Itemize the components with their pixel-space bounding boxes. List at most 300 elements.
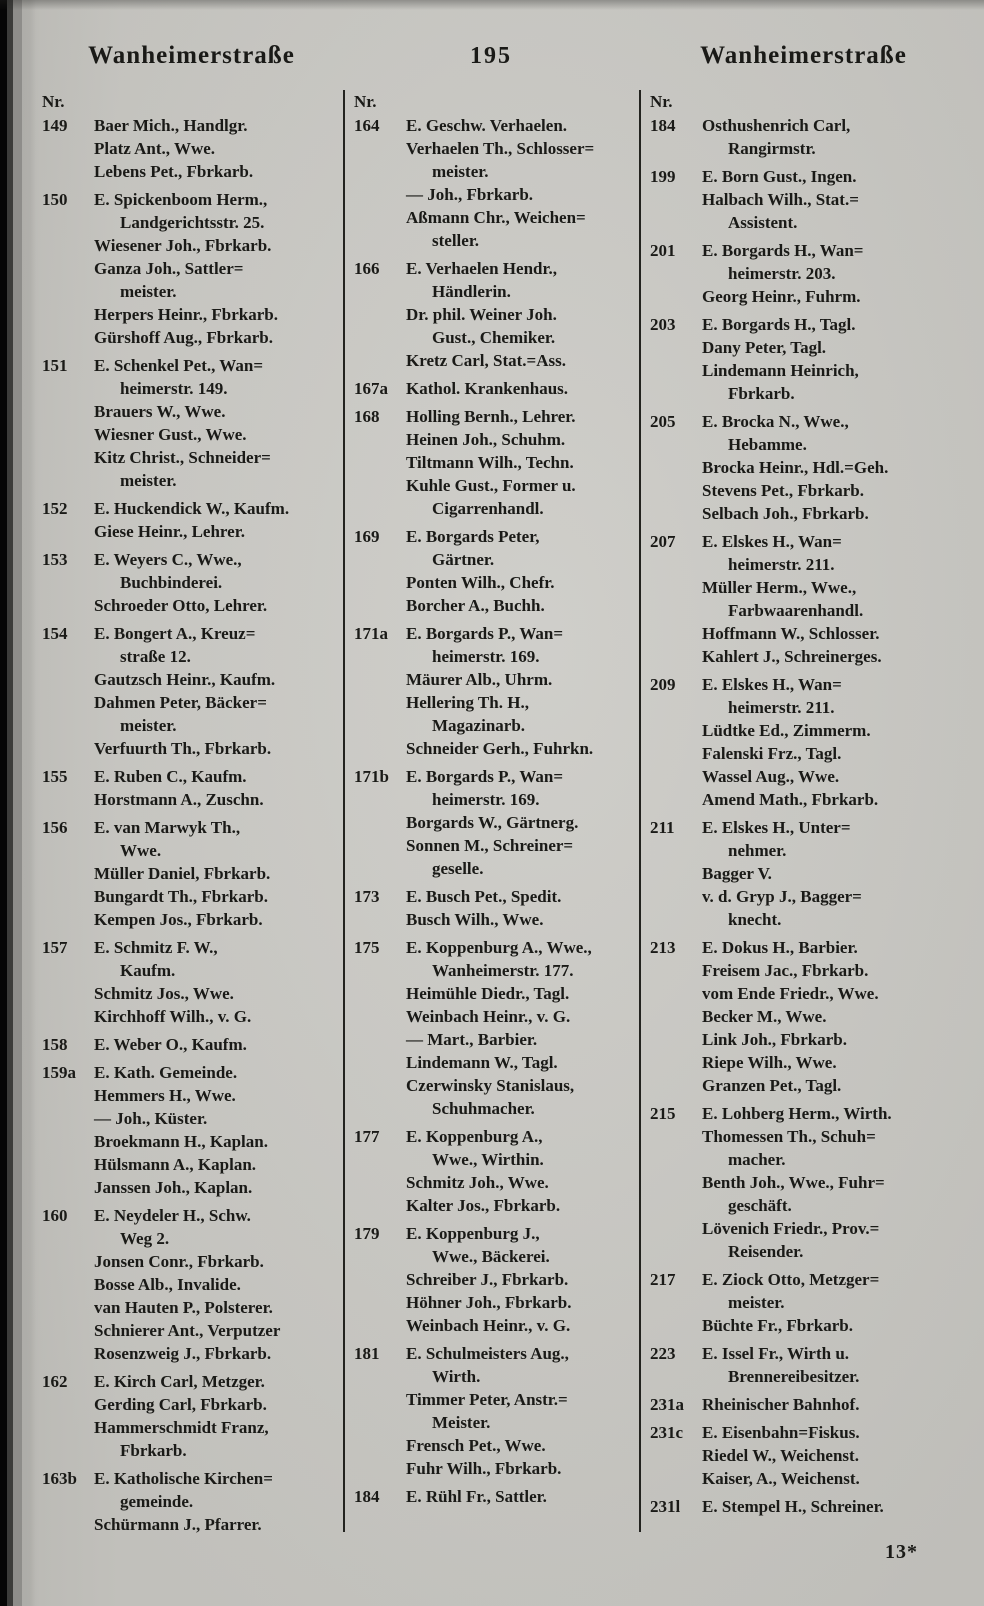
entry-line: Schmitz Jos., Wwe. [94,984,234,1003]
scan-gutter-shadow [0,0,36,1606]
entry-line: E. Ziock Otto, Metzger= [702,1270,880,1289]
house-number: 231a [650,1395,684,1414]
entry-line: Riepe Wilh., Wwe. [702,1053,837,1072]
house-number: 157 [42,938,68,957]
entry-line: Lüdtke Ed., Zimmerm. [702,721,871,740]
entry-block [354,525,633,617]
entry-line: heimerstr. 203. [728,264,836,283]
entry-block [354,377,633,400]
entry-line: Händlerin. [432,282,511,301]
entry-line: Stevens Pet., Fbrkarb. [702,481,864,500]
house-number: 207 [650,532,676,551]
entry-line: Wassel Aug., Wwe. [702,767,840,786]
house-number: 205 [650,412,676,431]
entry-line: Mäurer Alb., Uhrm. [406,670,553,689]
entry-line: Kalter Jos., Fbrkarb. [406,1196,561,1215]
entry-block [354,885,633,931]
entry-line: Thomessen Th., Schuh= [702,1127,876,1146]
entry-block [354,405,633,520]
entry-line: Busch Wilh., Wwe. [406,910,544,929]
entry-line: E. Kirch Carl, Metzger. [94,1372,265,1391]
entry-line: meister. [120,282,177,301]
entry-line: Giese Heinr., Lehrer. [94,522,245,541]
entry-line: Rheinischer Bahnhof. [702,1395,860,1414]
entry-head-row [42,354,335,377]
entry-line: E. Koppenburg A., [406,1127,543,1146]
column-1-entries [42,114,335,1536]
entry-line: Wiesener Joh., Fbrkarb. [94,236,272,255]
entry-line: Gautzsch Heinr., Kaufm. [94,670,276,689]
column-2-entries [354,114,633,1508]
entry-block [42,497,335,543]
house-number: 156 [42,818,68,837]
entry-line: Ganza Joh., Sattler= [94,259,244,278]
column-2 [343,90,639,1532]
house-number: 151 [42,356,68,375]
entry-line: Wiesner Gust., Wwe. [94,425,247,444]
entry-line: Gust., Chemiker. [432,328,556,347]
entry-line: Hemmers H., Wwe. [94,1086,236,1105]
entry-line: E. Elskes H., Wan= [702,675,842,694]
entry-line: Hülsmann A., Kaplan. [94,1155,257,1174]
entry-line: Wirth. [432,1367,481,1386]
entry-line: E. Eisenbahn=Fiskus. [702,1423,860,1442]
entry-head-row [650,816,968,839]
entry-line: E. Dokus H., Barbier. [702,938,858,957]
entry-line: Riedel W., Weichenst. [702,1446,859,1465]
entry-line: Aßmann Chr., Weichen= [406,208,586,227]
entry-block [650,816,968,931]
entry-line: Heinen Joh., Schuhm. [406,430,566,449]
house-number: 149 [42,116,68,135]
entry-line: vom Ende Friedr., Wwe. [702,984,879,1003]
entry-line: Fbrkarb. [728,384,795,403]
entry-line: E. Bongert A., Kreuz= [94,624,256,643]
columns [42,90,970,1532]
entry-block [650,165,968,234]
entry-head-row [42,548,335,571]
entry-head-row [650,1421,968,1444]
entry-line: E. Geschw. Verhaelen. [406,116,568,135]
entry-line: Gärtner. [432,550,495,569]
entry-line: Borcher A., Buchh. [406,596,545,615]
entry-line: E. Neydeler H., Schw. [94,1206,251,1225]
entry-line: Janssen Joh., Kaplan. [94,1178,253,1197]
entry-line: Landgerichtsstr. 25. [120,213,265,232]
house-number: 164 [354,116,380,135]
entry-head-row [650,530,968,553]
entry-line: Schmitz Joh., Wwe. [406,1173,549,1192]
entry-block [650,673,968,811]
entry-block [354,1485,633,1508]
entry-block [354,765,633,880]
entry-line: Hebamme. [728,435,807,454]
entry-block [42,1370,335,1462]
entry-line: Benth Joh., Wwe., Fuhr= [702,1173,885,1192]
house-number: 203 [650,315,676,334]
house-number: 181 [354,1344,380,1363]
entry-line: gemeinde. [120,1492,194,1511]
entry-line: Kretz Carl, Stat.=Ass. [406,351,566,370]
entry-line: Dr. phil. Weiner Joh. [406,305,557,324]
entry-line: Bosse Alb., Invalide. [94,1275,241,1294]
entry-line: steller. [432,231,480,250]
entry-head-row [650,114,968,137]
entry-block [650,410,968,525]
entry-line: Rosenzweig J., Fbrkarb. [94,1344,272,1363]
entry-head-row [354,1342,633,1365]
entry-line: v. d. Gryp J., Bagger= [702,887,862,906]
entry-line: Hoffmann W., Schlosser. [702,624,880,643]
street-name-left: Wanheimerstraße [88,42,295,69]
entry-line: Fbrkarb. [120,1441,187,1460]
entry-block [42,622,335,760]
entry-line: Schroeder Otto, Lehrer. [94,596,268,615]
entry-line: Horstmann A., Zuschn. [94,790,264,809]
entry-line: meister. [120,471,177,490]
house-number: 177 [354,1127,380,1146]
entry-block [42,1061,335,1199]
entry-line: E. Schulmeisters Aug., [406,1344,569,1363]
entry-line: heimerstr. 211. [728,698,835,717]
entry-line: E. Issel Fr., Wirth u. [702,1344,850,1363]
entry-line: Wwe., Wirthin. [432,1150,544,1169]
entry-line: E. Spickenboom Herm., [94,190,268,209]
entry-head-row [650,165,968,188]
entry-head-row [650,1342,968,1365]
entry-line: Lebens Pet., Fbrkarb. [94,162,254,181]
entry-line: heimerstr. 149. [120,379,228,398]
entry-line: van Hauten P., Polsterer. [94,1298,273,1317]
house-number: 153 [42,550,68,569]
entry-block [354,936,633,1120]
entry-block [42,936,335,1028]
nr-label: Nr. [42,92,65,111]
entry-line: Gerding Carl, Fbrkarb. [94,1395,267,1414]
entry-line: Bungardt Th., Fbrkarb. [94,887,268,906]
entry-line: Gürshoff Aug., Fbrkarb. [94,328,273,347]
house-number: 155 [42,767,68,786]
entry-line: E. Stempel H., Schreiner. [702,1497,884,1516]
entry-line: Brennereibesitzer. [728,1367,860,1386]
entry-line: E. Weyers C., Wwe., [94,550,242,569]
entry-line: Osthushenrich Carl, [702,116,851,135]
entry-line: Falenski Frz., Tagl. [702,744,842,763]
entry-block [354,622,633,760]
entry-line: Kaiser, A., Weichenst. [702,1469,860,1488]
house-number: 231c [650,1423,684,1442]
entry-line: Müller Herm., Wwe., [702,578,857,597]
entry-head-row [354,1125,633,1148]
entry-head-row [354,405,633,428]
entry-line: heimerstr. 169. [432,647,540,666]
house-number: 211 [650,818,675,837]
house-number: 168 [354,407,380,426]
entry-head-row [42,765,335,788]
house-number: 152 [42,499,68,518]
entry-head-row [42,622,335,645]
entry-line: Platz Ant., Wwe. [94,139,216,158]
entry-line: Borgards W., Gärtnerg. [406,813,579,832]
entry-line: Schürmann J., Pfarrer. [94,1515,262,1534]
entry-block [354,1125,633,1217]
entry-line: E. Borgards Peter, [406,527,540,546]
entry-line: Kahlert J., Schreinerges. [702,647,882,666]
house-number: 167a [354,379,388,398]
entry-block [42,1467,335,1536]
entry-line: Büchte Fr., Fbrkarb. [702,1316,853,1335]
entry-line: Müller Daniel, Fbrkarb. [94,864,271,883]
entry-line: Freisem Jac., Fbrkarb. [702,961,869,980]
entry-block [354,114,633,252]
scan-top-shadow [0,0,984,10]
entry-line: Magazinarb. [432,716,526,735]
house-number: 171b [354,767,389,786]
entry-line: Schuhmacher. [432,1099,535,1118]
entry-block [42,114,335,183]
entry-block [650,936,968,1097]
entry-line: E. Koppenburg J., [406,1224,540,1243]
entry-head-row [354,257,633,280]
entry-line: Kempen Jos., Fbrkarb. [94,910,263,929]
house-number: 199 [650,167,676,186]
entry-line: E. Borgards P., Wan= [406,767,564,786]
house-number: 158 [42,1035,68,1054]
entry-head-row [650,1102,968,1125]
street-name-right: Wanheimerstraße [700,42,907,69]
entry-line: Weinbach Heinr., v. G. [406,1316,571,1335]
entry-head-row [650,936,968,959]
entry-line: Wwe. [120,841,162,860]
entry-line: Georg Heinr., Fuhrm. [702,287,861,306]
entry-line: Buchbinderei. [120,573,223,592]
entry-head-row [354,377,633,400]
entry-line: Wwe., Bäckerei. [432,1247,550,1266]
entry-line: Höhner Joh., Fbrkarb. [406,1293,572,1312]
entry-line: meister. [432,162,489,181]
entry-line: meister. [728,1293,785,1312]
entry-line: — Joh., Küster. [94,1109,208,1128]
house-number: 217 [650,1270,676,1289]
entry-line: E. Rühl Fr., Sattler. [406,1487,547,1506]
house-number: 173 [354,887,380,906]
entry-head-row [650,1495,968,1518]
entry-block [42,765,335,811]
entry-head-row [354,622,633,645]
entry-head-row [42,1370,335,1393]
entry-block [650,530,968,668]
entry-line: straße 12. [120,647,191,666]
entry-line: Schreiber J., Fbrkarb. [406,1270,569,1289]
entry-block [42,1033,335,1056]
entry-line: Ponten Wilh., Chefr. [406,573,555,592]
entry-line: E. Schmitz F. W., [94,938,218,957]
entry-block [42,354,335,492]
entry-line: Lindemann W., Tagl. [406,1053,558,1072]
entry-line: — Joh., Fbrkarb. [406,185,534,204]
entry-head-row [42,1467,335,1490]
entry-head-row [42,114,335,137]
entry-line: E. Borgards P., Wan= [406,624,564,643]
entry-line: Hellering Th. H., [406,693,529,712]
house-number: 215 [650,1104,676,1123]
entry-line: Bagger V. [702,864,772,883]
entry-head-row [650,410,968,433]
entry-line: Timmer Peter, Anstr.= [406,1390,568,1409]
entry-block [650,1393,968,1416]
entry-block [650,1495,968,1518]
entry-head-row [42,188,335,211]
entry-head-row [354,765,633,788]
entry-line: Rangirmstr. [728,139,816,158]
entry-line: heimerstr. 211. [728,555,835,574]
entry-line: Wanheimerstr. 177. [432,961,574,980]
house-number: 150 [42,190,68,209]
entry-line: Fuhr Wilh., Fbrkarb. [406,1459,562,1478]
entry-line: Czerwinsky Stanislaus, [406,1076,575,1095]
house-number: 162 [42,1372,68,1391]
entry-line: — Mart., Barbier. [406,1030,538,1049]
house-number: 201 [650,241,676,260]
house-number: 231l [650,1497,681,1516]
entry-line: E. van Marwyk Th., [94,818,241,837]
entry-line: Kitz Christ., Schneider= [94,448,271,467]
house-number: 171a [354,624,388,643]
entry-block [650,313,968,405]
entry-block [650,114,968,160]
entry-line: E. Busch Pet., Spedit. [406,887,562,906]
entry-line: Granzen Pet., Tagl. [702,1076,842,1095]
nr-label: Nr. [650,92,673,111]
entry-line: Selbach Joh., Fbrkarb. [702,504,869,523]
entry-line: Baer Mich., Handlgr. [94,116,248,135]
entry-line: E. Koppenburg A., Wwe., [406,938,592,957]
entry-head-row [42,936,335,959]
entry-line: Schnierer Ant., Verputzer [94,1321,281,1340]
house-number: 209 [650,675,676,694]
entry-line: meister. [120,716,177,735]
entry-line: Sonnen M., Schreiner= [406,836,574,855]
entry-line: Halbach Wilh., Stat.= [702,190,859,209]
entry-block [42,548,335,617]
entry-line: E. Verhaelen Hendr., [406,259,557,278]
entry-head-row [650,673,968,696]
entry-block [650,239,968,308]
entry-line: E. Kath. Gemeinde. [94,1063,238,1082]
entry-line: macher. [728,1150,786,1169]
entry-line: E. Ruben C., Kaufm. [94,767,247,786]
entry-block [354,257,633,372]
entry-line: Weinbach Heinr., v. G. [406,1007,571,1026]
entry-line: Weg 2. [120,1229,170,1248]
house-number: 159a [42,1063,76,1082]
entry-head-row [354,936,633,959]
entry-line: Farbwaarenhandl. [728,601,864,620]
house-number: 184 [354,1487,380,1506]
entry-head-row [354,1485,633,1508]
entry-line: E. Weber O., Kaufm. [94,1035,247,1054]
entry-line: E. Elskes H., Unter= [702,818,851,837]
entry-line: Tiltmann Wilh., Techn. [406,453,574,472]
entry-line: Broekmann H., Kaplan. [94,1132,268,1151]
entry-block [42,1204,335,1365]
entry-head-row [354,114,633,137]
entry-head-row [354,1222,633,1245]
entry-head-row [42,1033,335,1056]
nr-label: Nr. [354,92,377,111]
entry-block [650,1102,968,1263]
entry-line: Brocka Heinr., Hdl.=Geh. [702,458,889,477]
entry-line: E. Brocka N., Wwe., [702,412,849,431]
column-1 [42,90,343,1532]
house-number: 213 [650,938,676,957]
entry-line: Holling Bernh., Lehrer. [406,407,576,426]
entry-block [354,1342,633,1480]
entry-line: E. Lohberg Herm., Wirth. [702,1104,892,1123]
entry-block [650,1421,968,1490]
entry-line: Brauers W., Wwe. [94,402,226,421]
entry-head-row [650,1393,968,1416]
column-3 [639,90,970,1532]
entry-line: Reisender. [728,1242,804,1261]
entry-line: Verfuurth Th., Fbrkarb. [94,739,272,758]
entry-line: Lövenich Friedr., Prov.= [702,1219,880,1238]
entry-block [42,188,335,349]
entry-line: E. Huckendick W., Kaufm. [94,499,290,518]
house-number: 169 [354,527,380,546]
house-number: 223 [650,1344,676,1363]
entry-line: nehmer. [728,841,787,860]
house-number: 160 [42,1206,68,1225]
entry-line: Schneider Gerh., Fuhrkn. [406,739,594,758]
entry-line: Amend Math., Fbrkarb. [702,790,879,809]
page-header [40,42,968,70]
entry-head-row [42,497,335,520]
entry-line: Herpers Heinr., Fbrkarb. [94,305,278,324]
entry-line: E. Borgards H., Tagl. [702,315,856,334]
entry-head-row [42,1204,335,1227]
entry-line: Cigarrenhandl. [432,499,544,518]
entry-line: knecht. [728,910,782,929]
entry-line: Kuhle Gust., Former u. [406,476,576,495]
entry-line: geselle. [432,859,484,878]
entry-block [354,1222,633,1337]
entry-head-row [650,239,968,262]
entry-head-row [354,885,633,908]
entry-line: Kaufm. [120,961,176,980]
entry-block [42,816,335,931]
entry-line: Lindemann Heinrich, [702,361,859,380]
entry-head-row [650,313,968,336]
house-number: 184 [650,116,676,135]
entry-line: Kathol. Krankenhaus. [406,379,569,398]
page-number: 195 [470,43,512,69]
entry-block [650,1268,968,1337]
entry-line: Becker M., Wwe. [702,1007,827,1026]
house-number: 154 [42,624,68,643]
entry-line: Dahmen Peter, Bäcker= [94,693,267,712]
entry-line: Assistent. [728,213,798,232]
entry-line: Dany Peter, Tagl. [702,338,827,357]
entry-line: geschäft. [728,1196,792,1215]
entry-line: Hammerschmidt Franz, [94,1418,269,1437]
entry-line: E. Schenkel Pet., Wan= [94,356,264,375]
entry-line: E. Elskes H., Wan= [702,532,842,551]
entry-line: Verhaelen Th., Schlosser= [406,139,595,158]
entry-line: E. Katholische Kirchen= [94,1469,273,1488]
entry-line: Kirchhoff Wilh., v. G. [94,1007,252,1026]
house-number: 175 [354,938,380,957]
